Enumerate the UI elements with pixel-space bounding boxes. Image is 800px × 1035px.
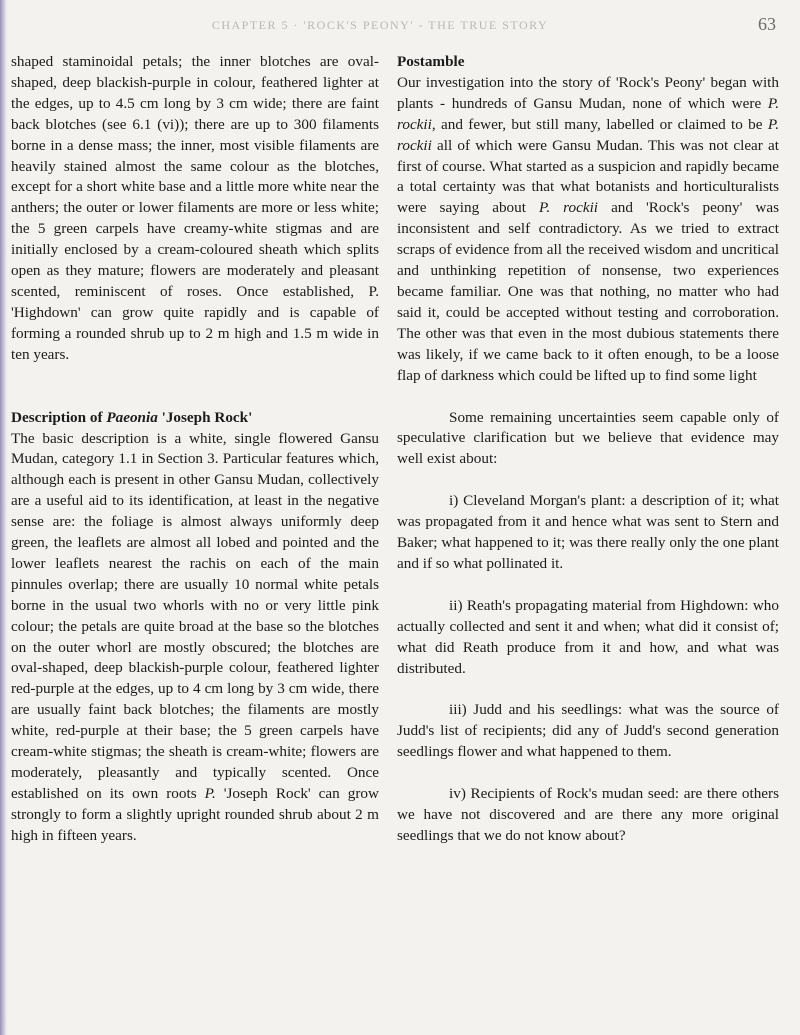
intro-paragraph: shaped staminoidal petals; the inner blotches are oval-shaped, deep blackish-purple in colour, feathered lighter at the edges, up to 4.5 cm long by 3 cm wide; there are faint back blotches (see 6.1 (vi)); there are up to 300 filaments borne in a dense mass; the inner, most visible filaments are heavily stained almost the same colour as the blotches, except for a short white base and a little more white near the anthers; the outer or lower filaments are more or less white; the 5 green carpels have creamy-white stigmas and are initially enclosed by a cream-coloured sheath which splits open as they mature; flowers are moderately and pleasant scented, reminiscent of roses. Once established, P. 'Highdown' can grow quite rapidly and is capable of forming a rounded shrub up to 2 m high and 1.5 m wide in ten years. xyxy=(11,53,379,363)
postamble-italic-1: P. rockii xyxy=(397,94,779,133)
page-edge-shadow xyxy=(0,0,7,1035)
postamble-text-b: , and fewer, but still many, labelled or claimed to be xyxy=(431,115,768,133)
list-item: iii) Judd and his seedlings: what was the source of Judd's list of recipients; did any of Judd's second generation seedlings flower and what happened to them. xyxy=(397,701,779,761)
postamble-text-c: all of which were Gansu Mudan. This was not clear at first of course. What started as a suspicion and rapidly became a total certainty was that what botanists and horticulturalists were saying about xyxy=(397,136,779,217)
postamble-heading: Postamble xyxy=(397,53,465,70)
postamble-paragraph xyxy=(397,73,779,387)
section-heading-prefix: Description of xyxy=(11,408,107,426)
uncertainties-paragraph: Some remaining uncertainties seem capable only of speculative clarification but we believe that evidence may well exist about: xyxy=(397,408,779,468)
list-item: ii) Reath's propagating material from Highdown: who actually collected and sent it and when; what did it consist of; what did Reath produce from it and how, and what was distributed. xyxy=(397,596,779,677)
list-item: i) Cleveland Morgan's plant: a description of it; what was propagated from it and hence what was sent to Stern and Baker; what happened to it; was there really only the one plant and if so what pollinated it. xyxy=(397,492,779,572)
postamble-italic-3: P. rockii xyxy=(539,199,599,217)
section-heading xyxy=(11,408,379,429)
left-column xyxy=(11,52,379,847)
section-heading-genus: Paeonia xyxy=(106,408,158,426)
postamble-italic-2: P. rockii xyxy=(397,115,779,154)
section-heading-suffix: 'Joseph Rock' xyxy=(157,408,253,426)
section-body-2: 'Joseph Rock' can grow strongly to form a slightly upright rounded shrub about 2 m high in fifteen years. xyxy=(11,784,379,844)
right-column xyxy=(397,52,779,847)
running-head: CHAPTER 5 · 'ROCK'S PEONY' - THE TRUE STORY xyxy=(211,18,549,32)
section-body-italic: P. xyxy=(204,784,216,802)
postamble-text-a: Our investigation into the story of 'Rock's Peony' began with plants - hundreds of Gansu Mudan, none of which were xyxy=(397,73,779,112)
page-header xyxy=(0,14,800,38)
page-number: 63 xyxy=(758,14,776,34)
postamble-text-d: and 'Rock's peony' was inconsistent and self contradictory. As we tried to extract scraps of evidence from all the received wisdom and uncritical and unthinking repetition of nonsense, two experiences became familiar. One was that nothing, no matter who had said it, could be accepted without testing and corroboration. The other was that even in the most dubious statements there was likely, if we came back to it often enough, to be a loose flap of darkness which could be lifted up to find some light xyxy=(397,199,780,384)
list-item: iv) Recipients of Rock's mudan seed: are there others we have not discovered and are there any more original seedlings that we do not know about? xyxy=(397,785,779,844)
section-body xyxy=(11,429,379,847)
section-body-1: The basic description is a white, single flowered Gansu Mudan, category 1.1 in Section 3. Particular features which, although each is present in other Gansu Mudan, collectively are a useful aid to its identification, at least in the negative sense are: the foliage is almost always uniformly deep green, the leaflets are almost all lobed and pointed and the lower leaflets nearest the rachis on each of the main pinnules overlap; there are usually 10 normal white petals borne in the usual two whorls with no or very little pink colour; the petals are quite broad at the base so the blotches on the outer whorl are mostly obscured; the blotches are oval-shaped, deep blackish-purple colour, feathered lighter red-purple at the edges, up to 4 cm long by 3 cm wide, there are usually faint back blotches; the filaments are mostly white, red-purple at their base; the 5 green carpels have cream-white stigmas; the sheath is cream-white; flowers are moderately, pleasantly and typically scented. Once established on its own roots xyxy=(11,429,379,802)
